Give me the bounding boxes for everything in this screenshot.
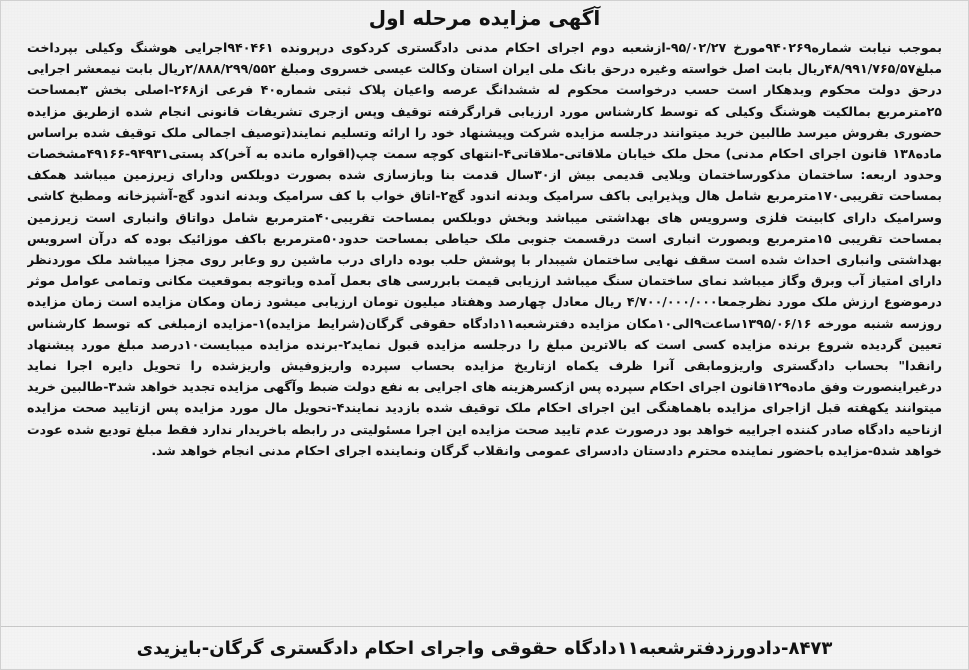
notice-title: آگهی مزایده مرحله اول	[368, 6, 601, 30]
notice-body-text: بموجب نیابت شماره۹۴۰۲۶۹مورخ ۹۵/۰۲/۲۷-ازشعبه دوم اجرای احکام مدنی دادگستری کردکوی درپرونده ۹۴۰۴۶۱اجرایی هوشنگ وکیلی بپرداخت مبلغ۴۸/۹۹۱/۷۶۵/۵۷ریال بابت اصل خواسته وغیره درحق بانک ملی ایران استان وکالت عیسی خسروی ومبلغ ۲/۸۸۸/۲۹۹/۵۵۲ریال بابت نیمعشر اجرایی درحق دولت محکوم وبدهکار است حسب درخواست محکوم له ششدانگ عرصه واعیان پلاک ثبتی شماره۴۰ فرعی از۲۶۸-اصلی بخش ۳بمساحت ۲۵مترمربع بمالکیت هوشنگ وکیلی که توسط کارشناس مورد ارزیابی قرارگرفته توقیف وپس ازجری تشریفات قانونی انجام شده ازطریق مزایده حضوری بفروش میرسد طالبین خرید میتوانند درجلسه مزایده شرکت وپیشنهاد خود را ارائه وتسلیم نمایند(توصیف اجمالی ملک توقیف شده براساس ماده۱۳۸ قانون اجرای احکام مدنی) محل ملک خیابان ملاقاتی-ملاقاتی۴-انتهای کوچه سمت چپ(اقواره مانده به آخر)کد پستی۹۴۹۳۱-۴۹۱۶۶مشخصات وحدود اربعه: ساختمان مذکورساختمان ویلایی قدیمی بیش از۳۰سال قدمت بنا وبازسازی شده بصورت دوبلکس ودارای زیرزمین میباشد همکف بمساحت تقریبی۱۷۰مترمربع شامل هال وپذیرایی باکف سرامیک وبدنه اندود گچ۲-اتاق خواب با کف سرامیک وبدنه اندود گچ-آشپزخانه ومطبخ کاشی وسرامیک دارای کابینت فلزی وسرویس های بهداشتی میباشد وبخش دوبلکس بمساحت تقریبی۴۰مترمربع شامل دواتاق وانباری است زیرزمین بمساحت تقریبی ۱۵مترمربع وبصورت انباری است درقسمت جنوبی ملک حیاطی بمساحت حدود۵۰مترمربع باکف موزائیک بوده که درآن اسرویس بهداشتی وانباری احداث شده است سقف نهایی ساختمان شیبدار با پوشش حلب بوده دارای درب ماشین رو وعابر روی مجزا میباشد ملک موردنظر دارای امتیاز آب وبرق وگاز میباشد نمای ساختمان سنگ میباشد ارزیابی قیمت بابررسی های بعمل آمده وباتوجه بموقعیت مکانی وتمامی عوامل موثر درموضوع ارزش ملک مورد نظرجمعا۴/۷۰۰/۰۰۰/۰۰۰ ریال معادل چهارصد وهفتاد میلیون تومان ارزیابی میشود زمان ومکان مزایده است زمان مزایده روزسه شنبه مورخه ۱۳۹۵/۰۶/۱۶ساعت۹الی۱۰مکان مزایده دفترشعبه۱۱دادگاه حقوقی گرگان(شرایط مزایده)۱-مزایده ازمبلغی که توسط کارشناس تعیین گردیده شروع برنده مزایده کسی است که بالاترین مبلغ را درجلسه مزایده قبول نماید۲-برنده مزایده میبایست۱۰درصد مبلغ مورد پیشنهاد رانقدا" بحساب دادگستری واریزومابقی آنرا ظرف یکماه ازتاریخ مزایده بحساب سپرده واریزوفیش واریزشده را تحویل دایره اجرا نماید درغیراینصورت وفق ماده۱۲۹قانون اجرای احکام سپرده پس ازکسرهزینه های اجرایی به نفع دولت ضبط وآگهی مزایده تجدید خواهد شد۳-طالبین خرید میتوانند یکهفته قبل ازاجرای مزایده باهماهنگی این اجرای احکام ملک توقیف شده بازدید نمایند۴-تحویل مال مورد مزایده پس ازتایید صحت مزایده ازناحیه دادگاه صادر کننده اجراییه خواهد بود درصورت عدم تایید صحت مزایده این اجرا مسئولیتی در رابطه باخریدار ندارد فقط مبلغ تودیع شده عودت خواهد شد۵-مزایده باحضور نماینده محترم دادستان دادسرای عمومی وانقلاب گرگان ونماینده اجرای احکام مدنی انجام خواهد شد.	[27, 40, 942, 458]
notice-footer-text: ۸۴۷۳-دادورزدفترشعبه۱۱دادگاه حقوقی واجرای احکام دادگستری گرگان-بایزیدی	[136, 637, 833, 659]
notice-body	[27, 37, 942, 627]
notice-footer	[1, 626, 968, 669]
